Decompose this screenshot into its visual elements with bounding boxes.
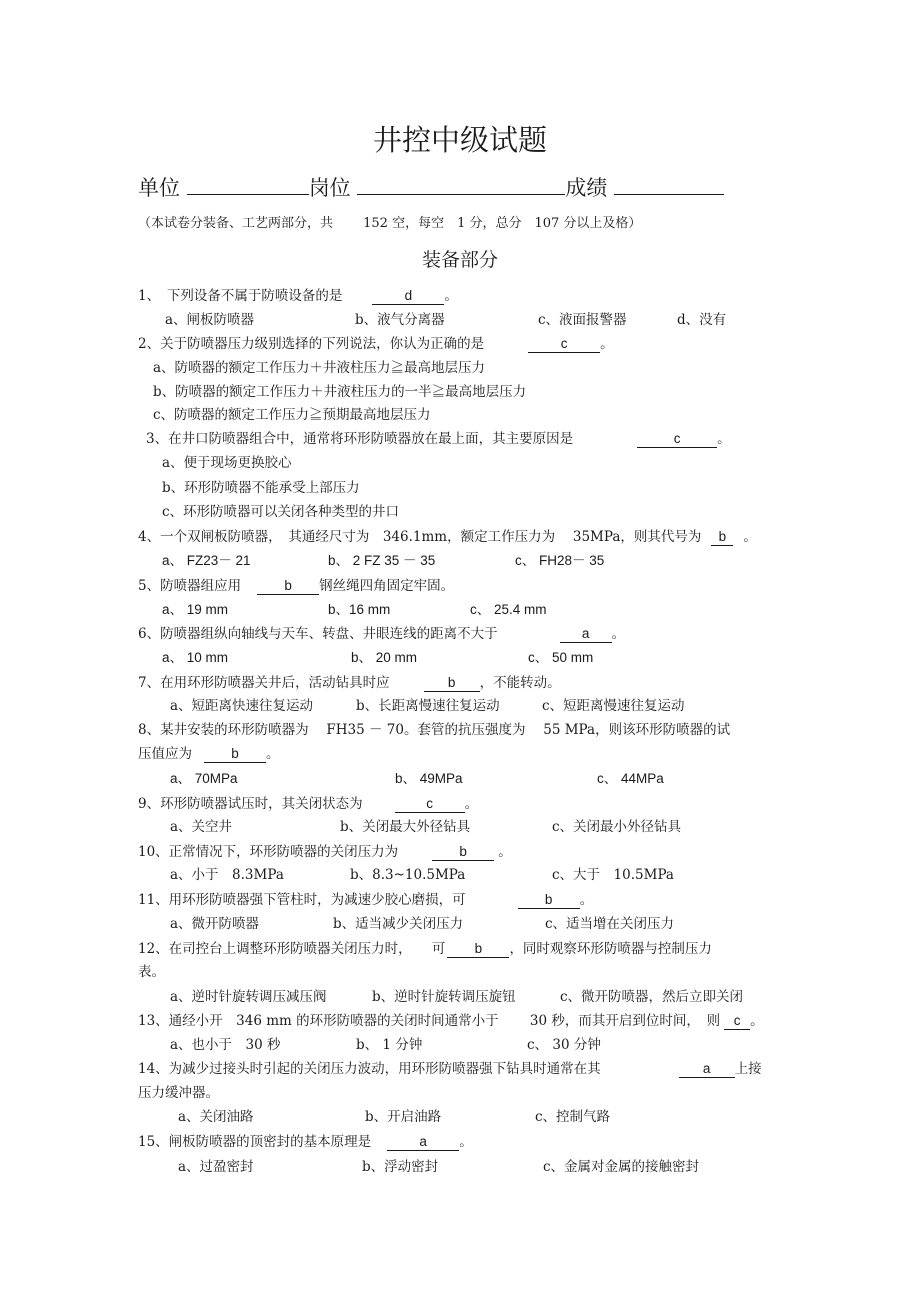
answer-blank: a — [679, 1061, 735, 1078]
option: a、防喷器的额定工作压力＋井液柱压力≧最高地层压力 — [153, 360, 486, 376]
question-14-cont: 压力缓冲器。 — [138, 1085, 219, 1101]
answer-blank: a — [560, 626, 612, 643]
option: d、没有 — [677, 312, 727, 328]
answer-blank: c — [724, 1013, 750, 1030]
question-stem: 2、关于防喷器压力级别选择的下列说法，你认为正确的是 — [138, 336, 485, 352]
option: a、关闭油路 — [178, 1109, 254, 1125]
option: c、控制气路 — [535, 1109, 611, 1125]
question-13 — [138, 1012, 764, 1030]
option: c、短距离慢速往复运动 — [542, 698, 685, 714]
question-stem: 13、通经小开 346 mm 的环形防喷器的关闭时间通常小于 30 秒，而其开启到位时间， 则 — [138, 1013, 721, 1029]
option: c、 FH28－ 35 — [515, 553, 605, 568]
option: c、液面报警器 — [538, 312, 627, 328]
option: b、逆时针旋转调压旋钮 — [372, 989, 516, 1005]
unit-label: 单位 — [138, 176, 180, 200]
option: b、适当减少关闭压力 — [333, 916, 464, 932]
option: b、 2 FZ 35 － 35 — [328, 553, 436, 568]
question-stem: 9、环形防喷器试压时，其关闭状态为 — [138, 796, 363, 812]
answer-blank: b — [711, 529, 733, 546]
option: c、 30 分钟 — [527, 1037, 601, 1053]
question-stem-end: 。 — [464, 796, 479, 812]
question-14 — [138, 1060, 762, 1078]
question-stem: 15、闸板防喷器的顶密封的基本原理是 — [138, 1134, 372, 1150]
option: a、过盈密封 — [178, 1159, 254, 1175]
option: b、 20 mm — [351, 650, 418, 665]
option: a、小于 8.3MPa — [170, 867, 284, 883]
question-8: 8、某井安装的环形防喷器为 FH35 － 70。套管的抗压强度为 55 MPa，则该环形防喷器的试 — [138, 722, 731, 738]
question-stem-end: 。 — [266, 746, 280, 762]
option: c、 44MPa — [597, 771, 664, 786]
option: b、关闭最大外径钻具 — [340, 819, 471, 835]
question-6 — [138, 625, 625, 643]
option: c、 25.4 mm — [470, 602, 547, 617]
option: a、 19 mm — [162, 602, 229, 617]
question-stem-end: 上接 — [734, 1061, 762, 1077]
option: a、 10 mm — [162, 650, 229, 665]
answer-blank: b — [204, 746, 266, 763]
exam-note: （本试卷分装备、工艺两部分，共 152 空，每空 1 分，总分 107 分以上及格） — [138, 216, 642, 231]
question-stem: 11、用环形防喷器强下管柱时，为减速少胶心磨损，可 — [138, 892, 466, 908]
answer-blank: a — [387, 1134, 459, 1151]
question-stem: 1、 下列设备不属于防喷设备的是 — [138, 288, 343, 304]
question-stem: 14、为减少过接头时引起的关闭压力波动，用环形防喷器强下钻具时通常在其 — [138, 1061, 601, 1077]
question-stem-end: 。 — [459, 1134, 473, 1150]
answer-blank: b — [432, 844, 494, 861]
option: a、 FZ23－ 21 — [162, 553, 251, 568]
option: a、逆时针旋转调压减压阀 — [170, 989, 327, 1005]
question-stem-end: 。 — [600, 336, 614, 352]
score-label: 成绩 — [565, 176, 608, 200]
question-7 — [138, 674, 561, 692]
answer-blank: c — [637, 431, 717, 448]
option: c、金属对金属的接触密封 — [543, 1159, 700, 1175]
option: b、环形防喷器不能承受上部压力 — [162, 480, 360, 496]
question-stem: 7、在用环形防喷器关井后，活动钻具时应 — [138, 675, 390, 691]
section-title: 装备部分 — [421, 249, 498, 271]
question-10 — [138, 843, 512, 861]
answer-blank: d — [372, 288, 444, 305]
question-stem: 6、防喷器组纵向轴线与天车、转盘、井眼连线的距离不大于 — [138, 626, 498, 642]
option: a、便于现场更换胶心 — [162, 455, 292, 471]
question-5 — [138, 577, 454, 595]
question-stem-end: 。 — [743, 529, 757, 545]
question-stem: 5、防喷器组应用 — [138, 578, 242, 594]
option: c、 50 mm — [528, 650, 594, 665]
option: c、适当增在关闭压力 — [545, 916, 675, 932]
answer-blank: b — [447, 941, 509, 958]
option: c、微开防喷器，然后立即关闭 — [560, 989, 744, 1005]
question-12-cont: 表。 — [138, 964, 165, 980]
answer-blank: b — [518, 892, 580, 909]
option: a、 70MPa — [170, 771, 238, 786]
option: b、防喷器的额定工作压力＋井液柱压力的一半≧最高地层压力 — [153, 384, 527, 400]
post-label: 岗位 — [308, 176, 351, 200]
question-2 — [138, 335, 614, 353]
option: b、浮动密封 — [362, 1159, 439, 1175]
score-field[interactable] — [614, 172, 724, 195]
header-fields — [138, 172, 724, 203]
question-stem-end: 。 — [717, 431, 731, 447]
question-stem-end: ，同时观察环形防喷器与控制压力 — [509, 941, 712, 957]
question-15 — [138, 1133, 473, 1151]
option: b、 1 分钟 — [356, 1037, 423, 1053]
question-stem-end: 钢丝绳四角固定牢固。 — [319, 578, 455, 594]
answer-blank: b — [424, 675, 480, 692]
question-8-cont — [138, 745, 280, 763]
question-stem: 12、在司控台上调整环形防喷器关闭压力时， 可 — [138, 941, 446, 957]
question-stem-end: 。 — [750, 1013, 764, 1029]
question-1 — [138, 287, 458, 305]
page-title: 井控中级试题 — [372, 123, 547, 157]
option: a、微开防喷器 — [170, 916, 260, 932]
question-12 — [138, 940, 712, 958]
option: c、大于 10.5MPa — [552, 867, 674, 883]
question-stem: 4、一个双闸板防喷器， 其通经尺寸为 346.1mm，额定工作压力为 35MPa，则其代号为 — [138, 529, 702, 545]
unit-field[interactable] — [187, 172, 309, 195]
option: a、也小于 30 秒 — [170, 1037, 281, 1053]
question-11 — [138, 891, 593, 909]
option: a、关空井 — [170, 819, 233, 835]
question-stem-end: 。 — [611, 626, 626, 642]
answer-blank: c — [395, 796, 465, 813]
option: a、闸板防喷器 — [165, 312, 255, 328]
option: c、关闭最小外径钻具 — [552, 819, 682, 835]
answer-blank: b — [257, 578, 319, 595]
option: b、16 mm — [328, 602, 391, 617]
question-stem-end: 。 — [498, 844, 512, 860]
option: a、短距离快速往复运动 — [170, 698, 314, 714]
option: b、长距离慢速往复运动 — [356, 698, 500, 714]
question-9 — [138, 795, 478, 813]
option: b、8.3~10.5MPa — [350, 867, 466, 883]
question-stem: 压值应为 — [138, 746, 192, 762]
question-4 — [138, 528, 757, 546]
question-3 — [146, 430, 731, 448]
option: b、液气分离器 — [355, 312, 445, 328]
option: b、 49MPa — [395, 771, 463, 786]
question-stem-end: ，不能转动。 — [479, 675, 561, 691]
question-stem: 3、在井口防喷器组合中，通常将环形防喷器放在最上面，其主要原因是 — [146, 431, 574, 447]
question-stem: 10、正常情况下，环形防喷器的关闭压力为 — [138, 844, 399, 860]
question-stem-end: 。 — [579, 892, 594, 908]
option: c、环形防喷器可以关闭各种类型的井口 — [162, 504, 400, 520]
option: c、防喷器的额定工作压力≧预期最高地层压力 — [153, 407, 431, 423]
option: b、开启油路 — [365, 1109, 442, 1125]
post-field[interactable] — [357, 172, 565, 195]
answer-blank: c — [528, 336, 600, 353]
question-stem-end: 。 — [444, 288, 458, 304]
